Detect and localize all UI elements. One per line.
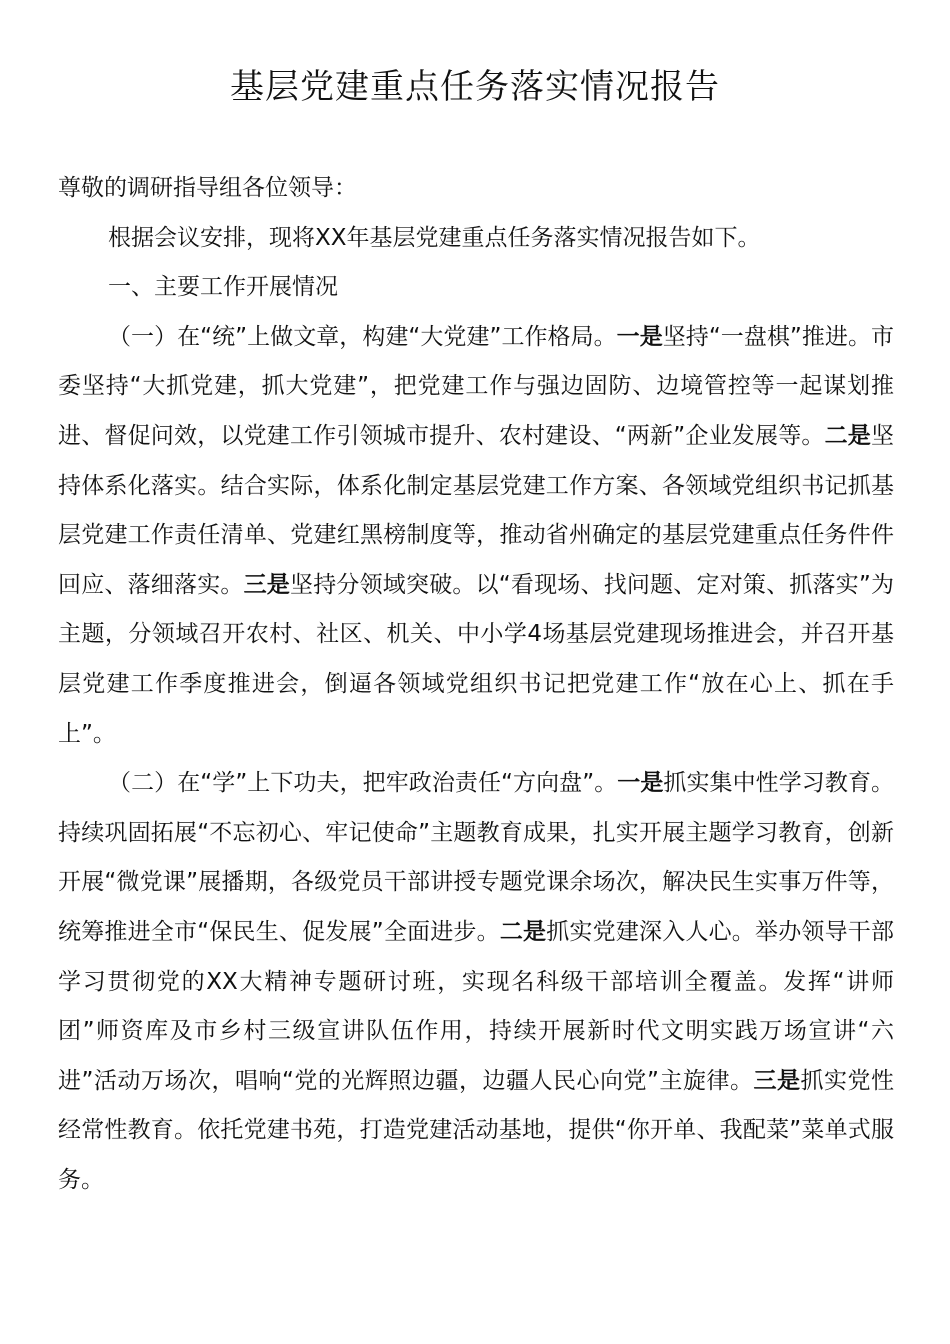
part-1-item-1-label: 一是 — [616, 323, 663, 350]
part-1-item-1-text: 坚持“一盘棋”推进。市委坚持“大抓党建，抓大党建”，把党建工作与强边固防、边境管控等一起谋划推进、督促问效，以党建工作引领城市提升、农村建设、“两新”企业发展等。 — [58, 323, 894, 449]
part-2-item-1-label: 一是 — [617, 770, 664, 797]
intro-paragraph: 根据会议安排，现将XX年基层党建重点任务落实情况报告如下。 — [108, 224, 761, 251]
part-1-item-2-label: 二是 — [824, 422, 871, 449]
section-heading: 一、主要工作开展情况 — [108, 274, 338, 301]
part-2-item-3-label: 三是 — [753, 1067, 801, 1094]
part-2-item-1-text: 抓实集中性学习教育。持续巩固拓展“不忘初心、牢记使命”主题教育成果，扎实开展主题学习教育，创新开展“微党课”展播期，各级党员干部讲授专题党课余场次，解决民生实事万件等，统筹推进全市“保民生、促发展”全面进步。 — [58, 770, 895, 945]
paragraph-part-2 — [58, 759, 894, 1205]
part-1-heading: （一）在“统”上做文章，构建“大党建”工作格局。 — [108, 323, 617, 350]
part-2-item-2-text: 抓实党建深入人心。举办领导干部学习贯彻党的XX大精神专题研讨班，实现名科级干部培训全覆盖。发挥“讲师团”师资库及市乡村三级宣讲队伍作用，持续开展新时代文明实践万场宣讲“六进”活动万场次，唱响“党的光辉照边疆，边疆人民心向党”主旋律。 — [58, 918, 895, 1094]
part-2-heading: （二）在“学”上下功夫，把牢政治责任“方向盘”。 — [108, 770, 618, 797]
part-1-item-3-text: 坚持分领域突破。以“看现场、找问题、定对策、抓落实”为主题，分领域召开农村、社区、机关、中小学4场基层党建现场推进会，并召开基层党建工作季度推进会，倒逼各领域党组织书记把党建工作“放在心上、抓在手上”。 — [58, 571, 894, 747]
paragraph-part-1 — [58, 313, 894, 759]
salutation: 尊敬的调研指导组各位领导： — [58, 175, 357, 201]
part-2-item-2-label: 二是 — [499, 918, 547, 945]
part-1-item-2-text: 坚持体系化落实。结合实际，体系化制定基层党建工作方案、各领域党组织书记抓基层党建工作责任清单、党建红黑榜制度等，推动省州确定的基层党建重点任务件件回应、落细落实。 — [58, 422, 894, 598]
document-title: 基层党建重点任务落实情况报告 — [230, 67, 720, 107]
document-body — [58, 164, 894, 1205]
part-1-item-3-label: 三是 — [243, 571, 290, 598]
part-2-item-3-text: 抓实党性经常性教育。依托党建书苑，打造党建活动基地，提供“你开单、我配菜”菜单式服务。 — [58, 1067, 895, 1193]
